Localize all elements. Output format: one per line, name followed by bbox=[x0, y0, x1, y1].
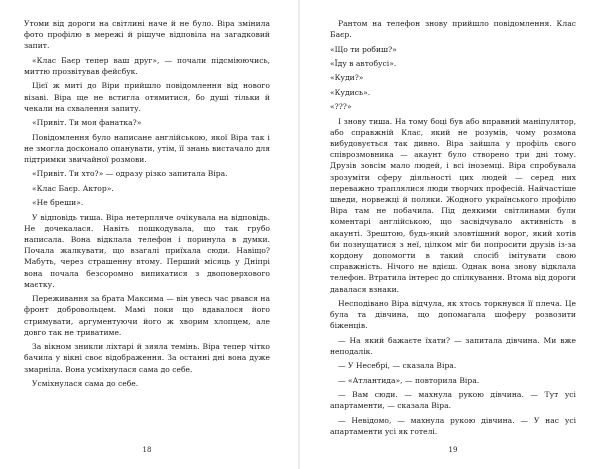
paragraph: — У Несебрі, — сказала Віра. bbox=[338, 361, 457, 371]
paragraph: У відповідь тиша. Віра нетерпляче очікувала на відповідь. Не дочекалася. Навіть пошкодувала, що так грубо написала. Вона відклала телефон і поринула в думки. Почала жалкувати, що взагалі приїхала сюди. Навіщо? Мабуть, через страшенну втому. Перший місяць у Дніпрі вона почала безсоромно випихатися з двоповерхового маєтку. bbox=[24, 212, 270, 289]
paragraph: Повідомлення було написане англійською, якої Віра так і не змогла досконало опанувати, утім, її знань вистачало для підтримки звичайної розмови. bbox=[24, 132, 270, 164]
paragraph: Усміхнулася сама до себе. bbox=[32, 378, 139, 388]
paragraph: Цієї ж миті до Віри прийшло повідомлення від нового візаві. Віра ще не встигла отямитися, бо душі тільки й чекали на схвалення запиту. bbox=[24, 81, 270, 113]
paragraph: «Куди?» bbox=[330, 73, 364, 83]
paragraph: — На який бажаєте їхати? — запитала дівчина. Ми вже неподалік. bbox=[330, 335, 576, 356]
paragraph: — Вам сюди. — махнула рукою дівчина. — Тут усі апартаменти, — сказала Віра. bbox=[330, 390, 576, 411]
left-page bbox=[24, 18, 270, 458]
paragraph: Рантом на телефон знову прийшло повідомлення. Клас Баєр. bbox=[330, 19, 576, 40]
page-number: 18 bbox=[142, 446, 152, 454]
paragraph: Утоми від дороги на світлині наче й не було. Віра змінила фото профілю в мережі й рішуче відповіла на загадковий запит. bbox=[24, 19, 270, 51]
book-gutter bbox=[298, 0, 300, 469]
paragraph: І знову тиша. На тому боці був або вправний маніпулятор, або справжній Клас, який не розумів, чому розмова вибудовується так дивно. Віра зайшла у профіль свого співрозмовника — акаунт було створено три дні тому. Друзів зовсім мало людей, і всі іноземці. Віра спробувала зрозуміти сферу діяльності цих людей — серед них переважно траплялися люди творчих професій. Найчастіше шведи, норвежці й поляки. Жодного українського профілю Віра там не побачила. Під деякими світлинами були коментарі англійською, що засвідчувало активність в акаунті. Зрештою, будь-який зловтішний ворог, який хотів би познущатися з неї, цілком міг би попросити друзів із-за кордону допомогти в такий спосіб імітувати свою справжність. Нічого не вдієш. Однак вона знову відклала телефон. Втратила інтерес до спілкування. Втома від дороги давалася взнаки. bbox=[330, 116, 576, 294]
paragraph: Несподівано Віра відчула, як хтось торкнувся її плеча. Це була та дівчина, що допомагала шоферу розвозити біженців. bbox=[330, 298, 576, 331]
paragraph: «Що ти робиш?» bbox=[330, 44, 397, 54]
paragraph: — «Атлантида», — повторила Віра. bbox=[338, 375, 480, 385]
paragraph: «Клас Баєр. Актор». bbox=[32, 183, 114, 193]
paragraph: «Привіт. Ти хто?» — одразу різко запитала Віра. bbox=[32, 169, 228, 179]
right-page-text bbox=[330, 18, 576, 437]
paragraph: За вікном зникли ліхтарі й зяяла темінь. Віра тепер чітко бачила у вікні своє відображення. За останні дні вона дуже змарніла. Вона усміхнулася сама до себе. bbox=[24, 342, 270, 374]
paragraph: «Їду в автобусі». bbox=[330, 58, 397, 68]
paragraph: «Кудись». bbox=[330, 87, 371, 97]
paragraph: Переживання за брата Максима — він увесь час рвався на фронт добровольцем. Мамі поки що вдавалося його стримувати, аргументуючи його ж хворим хлопцем, але довго так не триватиме. bbox=[24, 294, 270, 337]
paragraph: «???» bbox=[330, 102, 352, 112]
paragraph: «Клас Баєр тепер ваш друг», — почали підсміюючись, миттю прозвітував фейсбук. bbox=[24, 55, 270, 76]
paragraph: «Не бреши». bbox=[32, 198, 84, 208]
left-page-text bbox=[24, 18, 270, 389]
paragraph: «Привіт. Ти моя фанатка?» bbox=[32, 118, 142, 128]
page-number: 19 bbox=[448, 446, 458, 454]
right-page bbox=[330, 18, 576, 458]
paragraph: — Невідомо, — махнула рукою дівчина. — У нас усі апартаменти усі як готелі. bbox=[330, 415, 576, 436]
